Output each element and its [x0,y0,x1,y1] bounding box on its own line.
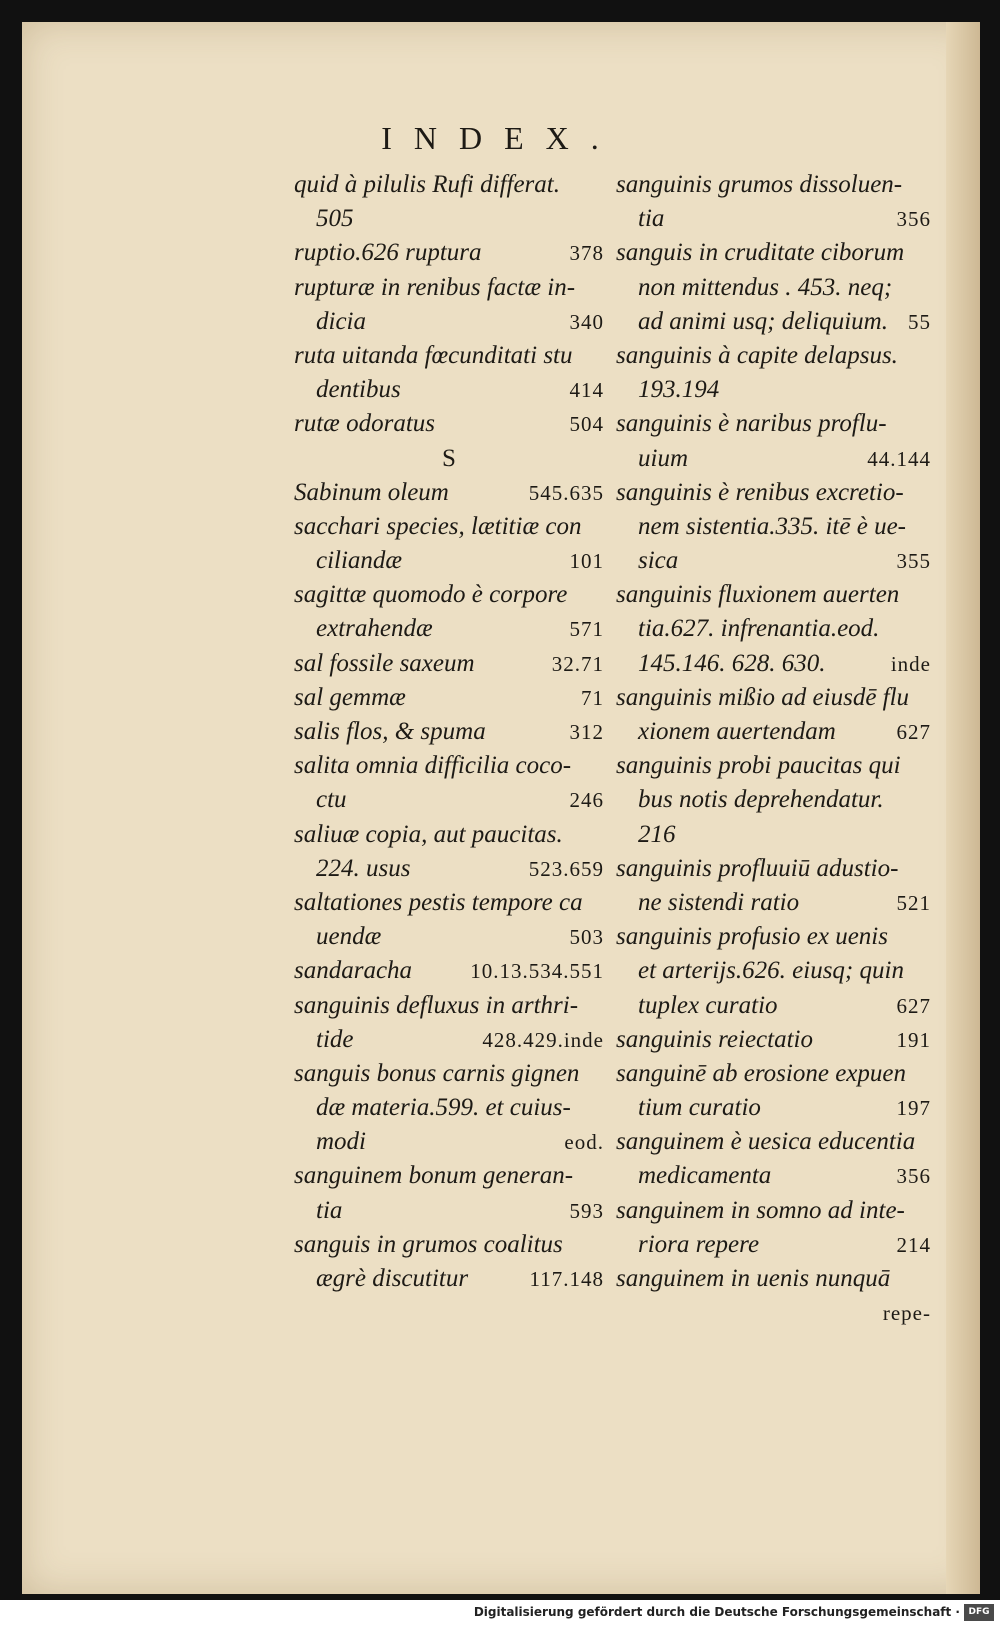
index-entry-page-ref: 521 [896,890,931,915]
index-entry-text: dentibus [316,376,401,404]
index-entry [294,647,604,681]
index-entry-text: 505 [316,205,354,233]
index-entry-page-ref: 627 [896,720,931,744]
index-entry [294,1091,604,1125]
index-entry-text: ad animi usq; deliquium. [638,307,888,335]
index-entry-text: sica [638,547,679,575]
index-entry-text: sanguinis è renibus excretio- [616,478,904,506]
index-entry [294,612,604,646]
index-entry [294,271,604,305]
index-entry [294,339,604,373]
index-entry-page-ref: 503 [569,925,604,950]
index-entry-page-ref: inde [890,651,931,676]
index-entry-page-ref: 356 [896,1164,931,1189]
index-entry [294,407,604,441]
index-entry-text: sanguinem bonum generan- [294,1162,574,1190]
index-entry [616,886,931,920]
index-entry [294,373,604,407]
index-entry [616,612,931,646]
index-entry [616,1159,931,1193]
index-entry-text: sanguinem in uenis nunquā [616,1265,891,1292]
index-entry-text: sanguinē ab erosione expuen [616,1059,906,1087]
index-entry-page-ref: repe- [882,1301,931,1326]
index-column-right [616,168,931,1330]
index-entry-text: xionem auertendam [638,718,836,745]
index-entry [616,749,931,783]
index-entry-page-ref: 214 [896,1232,931,1257]
index-entry-text: 216 [638,820,676,848]
index-entry [294,954,604,988]
index-entry [616,1262,931,1296]
index-entry [294,818,604,852]
index-entry [294,920,604,954]
index-entry-page-ref: 356 [896,207,931,232]
index-entry-text: tide [316,1025,354,1053]
index-entry [294,476,604,510]
index-entry-text: nem sistentia.335. itē è ue- [638,512,906,540]
index-entry-text: ne sistendi ratio [638,888,800,916]
index-entry-text: sacchari species, lætitiæ con [294,512,582,540]
index-entry [294,305,604,339]
index-entry-text: sanguinis à capite delapsus. [616,341,898,369]
index-entry-text: sanguinem è uesica educentia [616,1128,916,1156]
index-entry [294,578,604,612]
index-entry [616,442,931,476]
index-entry [294,1159,604,1193]
index-entry [616,681,931,715]
index-entry-page-ref: 191 [896,1027,931,1052]
index-entry-page-ref: 71 [581,685,604,710]
index-entry-text: sanguinis grumos dissoluen- [616,171,903,198]
index-entry [616,1057,931,1091]
index-entry-text: 145.146. 628. 630. [638,649,826,677]
index-entry [616,989,931,1023]
index-entry-text: sanguinis mißio ad eiusdē flu [616,683,910,711]
index-entry-page-ref: 593 [569,1198,604,1223]
index-entry-text: rutæ odoratus [294,410,436,438]
index-entry-text: sanguinis profusio ex uenis [616,923,888,951]
index-column-left [294,168,604,1296]
index-entry-text: modi [316,1128,366,1156]
index-entry [616,954,931,988]
index-entry [616,578,931,612]
index-entry [616,1091,931,1125]
index-entry [294,681,604,715]
index-entry-text: bus notis deprehendatur. [638,786,884,814]
index-entry [616,373,931,407]
index-entry-page-ref: 545.635 [528,480,604,505]
index-entry-text: uendæ [316,923,382,951]
index-entry-page-ref: 197 [896,1096,931,1121]
index-entry-page-ref: eod. [564,1130,604,1155]
index-entry-page-ref: 32.71 [551,651,604,676]
index-entry-text: ruptio.626 ruptura [294,239,482,267]
page-title: INDEX. [381,120,621,156]
index-entry-text: dicia [316,307,366,335]
footer-credit: Digitalisierung gefördert durch die Deutsche Forschungsgemeinschaft · [473,1605,960,1619]
index-entry-text: quid à pilulis Rufi differat. [294,171,560,198]
index-entry [616,1023,931,1057]
index-entry-text: 193.194 [638,376,720,404]
index-entry [616,407,931,441]
index-entry [294,749,604,783]
index-entry-text: sanguis bonus carnis gignen [294,1059,580,1087]
index-entry-text: sanguinis reiectatio [616,1025,813,1053]
index-entry [616,715,931,749]
index-entry [616,1125,931,1159]
dfg-logo: DFG [964,1604,994,1621]
index-entry-text: ruta uitanda fœcunditati stu [294,341,573,369]
index-entry-text: tia.627. infrenantia.eod. [638,615,880,643]
index-entry [294,989,604,1023]
index-entry-page-ref: 378 [569,241,604,266]
index-entry [616,544,931,578]
index-entry-text: rupturæ in renibus factæ in- [294,273,576,301]
index-entry-page-ref: 571 [569,617,604,642]
index-entry [616,510,931,544]
index-entry-text: salis flos, & spuma [294,718,486,745]
index-entry [616,783,931,817]
index-entry-page-ref: 414 [569,378,604,403]
index-entry-page-ref: 117.148 [529,1267,604,1291]
index-entry [616,852,931,886]
index-entry-text: et arterijs.626. eiusq; quin [638,957,904,985]
index-entry [616,1296,931,1330]
index-entry-text: medicamenta [638,1162,772,1190]
index-entry [294,1194,604,1228]
index-entry-text: sal gemmæ [294,683,406,711]
index-entry [616,305,931,339]
index-entry-text: sanguinis profluuiū adustio- [616,854,899,882]
index-entry-text: sandaracha [294,957,413,985]
index-entry-text: non mittendus . 453. neq; [638,273,893,301]
index-entry-text: uium [638,444,688,472]
index-entry [294,783,604,817]
index-entry-text: 224. usus [316,854,411,882]
index-entry-text: sanguis in grumos coalitus [294,1230,563,1258]
index-entry-page-ref: 10.13.534.551 [470,959,604,984]
index-entry-text: tium curatio [638,1094,761,1122]
index-entry-page-ref: 627 [896,993,931,1018]
index-entry-page-ref: 523.659 [528,856,604,881]
index-entry [616,1228,931,1262]
index-entry [294,168,604,202]
index-entry-text: ægrè discutitur [316,1265,469,1292]
index-entry [294,852,604,886]
index-entry [294,544,604,578]
index-entry [294,1228,604,1262]
index-entry [294,1023,604,1057]
page-gutter [946,22,980,1594]
index-entry-page-ref: 44.144 [867,446,931,471]
index-entry-text: sanguinis fluxionem auerten [616,581,900,609]
index-entry [616,1194,931,1228]
index-entry [616,202,931,236]
index-entry-text: tia [316,1196,343,1224]
index-entry-text: sagittæ quomodo è corpore [294,581,568,609]
index-entry-page-ref: 428.429.inde [482,1027,604,1052]
index-entry-page-ref: 312 [569,720,604,744]
index-entry-text: tuplex curatio [638,991,778,1019]
footer-bar [0,1600,1000,1627]
index-entry-page-ref: 55 [908,309,931,334]
index-entry-text: sanguinis defluxus in arthri- [294,991,579,1019]
index-entry [616,339,931,373]
index-entry-page-ref: 246 [569,788,604,813]
index-entry-text: saltationes pestis tempore ca [294,888,583,916]
index-entry [294,236,604,270]
index-entry [616,920,931,954]
index-entry-text: riora repere [638,1230,760,1258]
index-entry [294,202,604,236]
index-entry [616,476,931,510]
index-entry-text: extrahendæ [316,615,433,643]
index-entry-text: salita omnia difficilia coco- [294,752,572,780]
index-entry-page-ref: 340 [569,309,604,334]
index-entry [616,236,931,270]
index-entry-text: S [442,444,456,472]
index-entry [294,1125,604,1159]
index-entry [294,1057,604,1091]
index-entry-text: tia [638,205,665,233]
index-entry [616,818,931,852]
index-entry [616,168,931,202]
index-entry-text: sanguinis è naribus proflu- [616,410,887,438]
index-entry [294,886,604,920]
index-entry-text: dæ materia.599. et cuius- [316,1094,571,1122]
book-page [22,22,980,1594]
index-entry-text: sanguis in cruditate ciborum [616,239,905,267]
index-entry [616,271,931,305]
index-entry [294,510,604,544]
index-entry-text: sal fossile saxeum [294,649,475,677]
index-entry-text: Sabinum oleum [294,478,449,506]
index-entry-text: ciliandæ [316,547,403,575]
index-entry [294,1262,604,1296]
index-entry [294,442,604,476]
index-entry-page-ref: 101 [569,549,604,574]
index-entry [294,715,604,749]
index-entry-page-ref: 355 [896,549,931,574]
index-entry [616,647,931,681]
index-entry-text: sanguinem in somno ad inte- [616,1196,905,1224]
index-entry-text: saliuæ copia, aut paucitas. [294,820,563,848]
index-entry-text: sanguinis probi paucitas qui [616,752,901,780]
index-entry-text: ctu [316,786,347,814]
index-entry-page-ref: 504 [569,412,604,437]
